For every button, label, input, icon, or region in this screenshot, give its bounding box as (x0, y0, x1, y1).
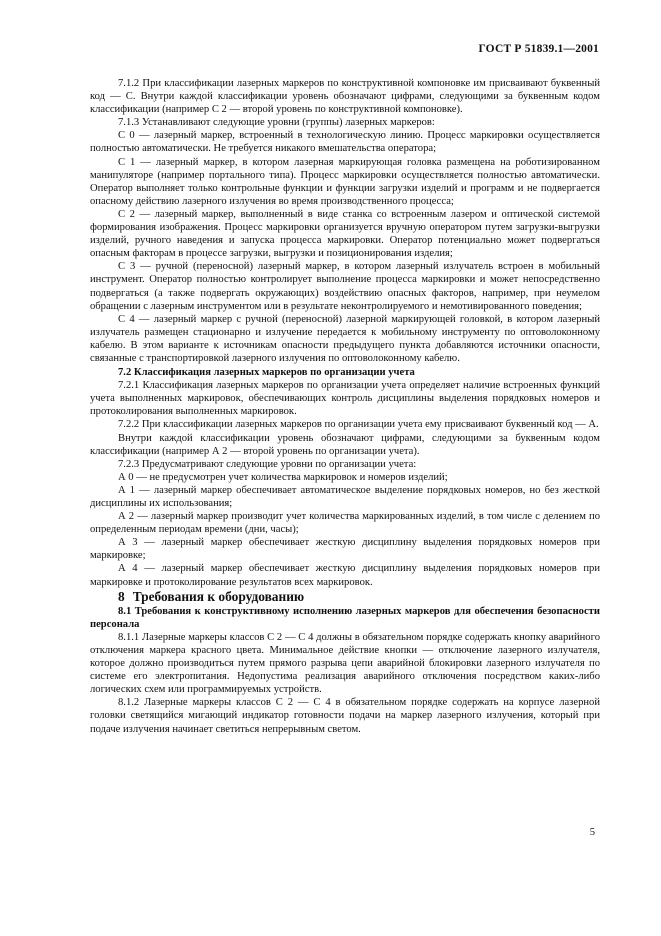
subsection-title: Требования к конструктивному исполнению лазерных маркеров для обеспечения безопасности персонала (90, 605, 600, 630)
paragraph: С 3 — ручной (переносной) лазерный маркер, в котором лазерный излучатель встроен в мобильный инструмент. Оператор полностью контролирует выполнение процесса маркировки и может непосредственно подвергаться (а также подвергать окружающих) воздействию опасных факторов, например, при неумелом обращении с лазерным инструментом или в результате неконтролируемого и немотивированного поведения; (90, 261, 600, 312)
paragraph: 7.2.2 При классификации лазерных маркеров по организации учета ему присваивают буквенный код — А. (118, 419, 599, 431)
paragraph: 8.1.2 Лазерные маркеры классов С 2 — С 4 в обязательном порядке содержать на корпусе лазерной головки светящийся мигающий индикатор готовности подачи на маркер лазерного излучения, который при подаче излучения начинает светиться непрерывным светом. (90, 697, 600, 735)
section-number: 8 (118, 588, 125, 604)
subsection-heading (90, 366, 600, 379)
paragraph: А 2 — лазерный маркер производит учет количества маркированных изделий, в том числе с делением по определенным периодам времени (дни, часы); (90, 511, 600, 536)
paragraph: 7.1.3 Устанавливают следующие уровни (группы) лазерных маркеров: (118, 117, 435, 129)
standard-header: ГОСТ Р 51839.1—2001 (478, 43, 599, 55)
paragraph: С 1 — лазерный маркер, в котором лазерная маркирующая головка размещена на роботизированном манипуляторе (например портального типа). Процесс маркировки осуществляется полностью автоматически. Оператор выполняет только контрольные функции и функции загрузки изделий и программ и не подвергается опасному действию лазерного излучения во время производственного процесса; (90, 156, 600, 207)
page-content (90, 77, 600, 736)
paragraph: 7.2.3 Предусматривают следующие уровни по организации учета: (118, 458, 417, 470)
section-heading (90, 589, 600, 605)
paragraph: 7.1.2 При классификации лазерных маркеров по конструктивной компоновке им присваивают буквенный код — С. Внутри каждой классификации уровень обозначают цифрами, следующими за буквенным кодом классификации (например С 2 — второй уровень по конструктивной компоновке). (90, 78, 600, 116)
page-number: 5 (589, 827, 595, 838)
paragraph: С 2 — лазерный маркер, выполненный в виде станка со встроенным лазером и оптической системой формирования изображения. Процесс маркировки организуется вручную оператором путем загрузки-выгрузки изделий, ручного наведения и запуска процесса маркировки. Оператор потенциально может подвергаться опасным факторам в процессе загрузки, выгрузки и позиционирования изделия; (90, 208, 600, 260)
paragraph: А 3 — лазерный маркер обеспечивает жесткую дисциплину выделения порядковых номеров при маркировке; (90, 537, 600, 562)
paragraph: С 4 — лазерный маркер с ручной (переносной) лазерной маркирующей головкой, в котором лазерный излучатель размещен стационарно и излучение передается к мобильному инструменту по оптоволоконному кабелю. В этом варианте к источникам опасности предыдущего пункта добавляются источники опасности, связанные с транспортировкой лазерного излучения по оптоволоконному кабелю. (90, 313, 600, 364)
section-title: Требования к оборудованию (132, 588, 305, 604)
paragraph: 7.2.1 Классификация лазерных маркеров по организации учета определяет наличие встроенных функций учета выполненных маркировок, обеспечивающих контроль дисциплины выделения порядковых номеров и протоколирования выполненных маркировок. (90, 380, 600, 418)
subsection-number: 8.1 (118, 605, 132, 617)
paragraph: А 0 — не предусмотрен учет количества маркировок и номеров изделий; (118, 471, 448, 483)
subsection-title: Классификация лазерных маркеров по организации учета (133, 367, 415, 379)
paragraph: С 0 — лазерный маркер, встроенный в технологическую линию. Процесс маркировки осуществляется полностью автоматически. Не требуется никакого вмешательства оператора; (90, 130, 600, 155)
paragraph: А 4 — лазерный маркер обеспечивает жесткую дисциплину выделения порядковых номеров при маркировке и протоколирование результатов всех маркировок. (90, 563, 600, 588)
paragraph: 8.1.1 Лазерные маркеры классов С 2 — С 4 должны в обязательном порядке содержать кнопку аварийного отключения маркера красного цвета. Минимальное действие кнопки — отключение лазерного излучателя, которое должно производиться путем прямого разрыва цепи аварийной блокировки лазерного излучателя по системе его электропитания. Недопустима реализация аварийного отключения посредством каких-либо логических схем или программируемых устройств. (90, 631, 600, 696)
subsection-number: 7.2 (118, 367, 132, 379)
subsection-heading (90, 605, 600, 631)
paragraph: А 1 — лазерный маркер обеспечивает автоматическое выделение порядковых номеров, но без жесткой дисциплины их использования; (90, 484, 600, 509)
paragraph: Внутри каждой классификации уровень обозначают цифрами, следующими за буквенным кодом классификации (например А 2 — второй уровень по организации учета). (90, 432, 600, 457)
